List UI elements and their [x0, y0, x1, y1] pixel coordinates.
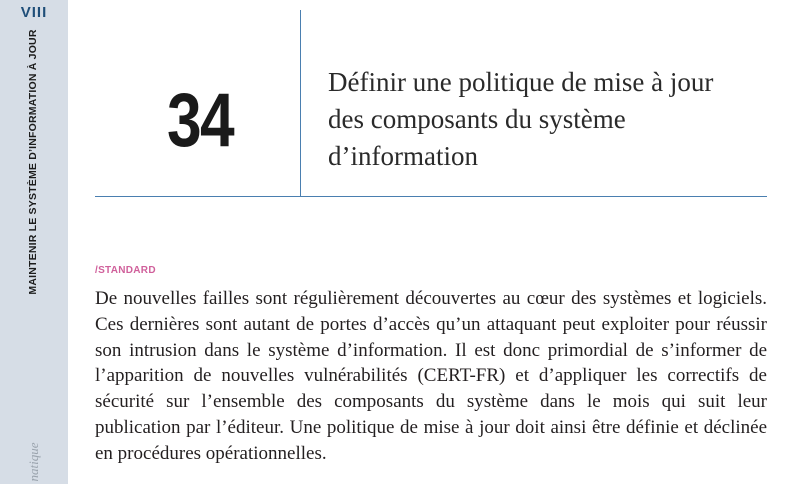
- level-tag: /STANDARD: [95, 265, 156, 276]
- part-number: VIII: [20, 4, 48, 21]
- chapter-title: Définir une politique de mise à jour des composants du système d’information: [328, 67, 714, 171]
- chapter-number: 34: [166, 78, 234, 163]
- horizontal-divider: [95, 196, 767, 197]
- body-paragraph: De nouvelles failles sont régulièrement découvertes au cœur des systèmes et logiciels. Ces dernières sont autant de portes d’accès qu’un attaquant peut exploiter pour réussir son intrusion dans le système d’information. Il est donc primordial de s’informer de l’apparition de nouvelles vulnérabilités (CERT-FR) et d’appliquer les correctifs de sécurité sur l’ensemble des composants du système dans le mois qui suit leur publication par l’éditeur. Une politique de mise à jour doit ainsi être définie et déclinée en procédures opérationnelles.: [95, 288, 767, 464]
- sidebar-footer-text: natique: [26, 442, 41, 482]
- sidebar-strip: [0, 0, 68, 484]
- section-running-title: MAINTENIR LE SYSTÈME D’INFORMATION À JOUR: [27, 29, 39, 295]
- vertical-divider: [300, 10, 301, 196]
